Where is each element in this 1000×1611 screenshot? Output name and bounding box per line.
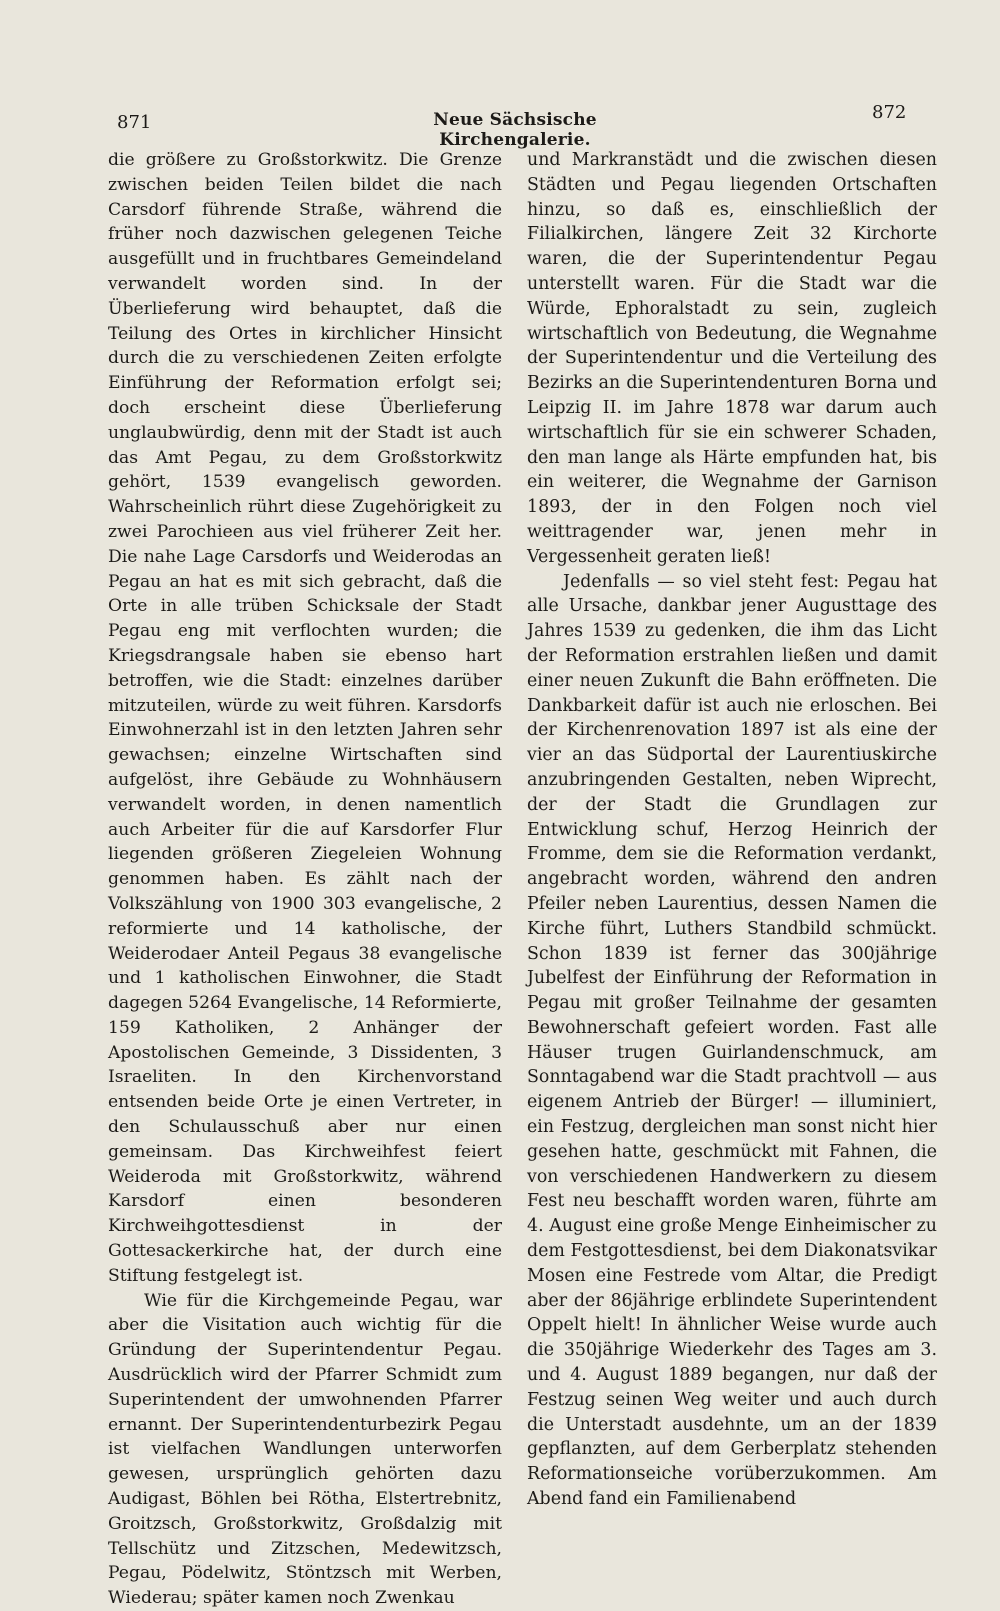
page-header [0,100,1000,150]
right-paragraph-2: Jedenfalls — so viel steht fest: Pegau hat alle Ursache, dankbar jener Augusttage des Jahres 1539 zu gedenken, die ihm das Licht der Reformation erstrahlen ließen und damit einer neuen Zukunft die Bahn eröffneten. Die Dankbarkeit dafür ist auch nie erloschen. Bei der Kirchenrenovation 1897 ist als eine der vier an das Südportal der Laurentiuskirche anzubringenden Gestalten, neben Wiprecht, der der Stadt die Grundlagen zur Entwicklung schuf, Herzog Heinrich der Fromme, dem sie die Reformation verdankt, angebracht worden, während den andren Pfeiler neben Laurentius, dessen Namen die Kirche führt, Luthers Standbild schmückt. Schon 1839 ist ferner das 300jährige Jubelfest der Einführung der Reformation in Pegau mit großer Teilnahme der gesamten Bewohnerschaft gefeiert worden. Fast alle Häuser trugen Guirlandenschmuck, am Sonntagabend war die Stadt prachtvoll — aus eigenem Antrieb der Bürger! — illuminiert, ein Festzug, dergleichen man sonst nicht hier gesehen hatte, geschmückt mit Fahnen, die von verschiedenen Handwerkern zu diesem Fest neu beschafft worden waren, führte am 4. August eine große Menge Einheimischer zu dem Festgottesdienst, bei dem Diakonatsvikar Mosen eine Festrede vom Altar, die Predigt aber der 86jährige erblindete Superintendent Oppelt hielt! In ähnlicher Weise wurde auch die 350jährige Wiederkehr des Tages am 3. und 4. August 1889 begangen, nur daß der Festzug seinen Weg weiter und auch durch die Unterstadt ausdehnte, um an der 1839 gepflanzten, auf dem Gerberplatz stehenden Reformationseiche vorüberzukommen. Am Abend fand ein Familienabend [527,571,937,1510]
left-paragraph-2: Wie für die Kirchgemeinde Pegau, war aber die Visitation auch wichtig für die Gründung der Superintendentur Pegau. Ausdrücklich wird der Pfarrer Schmidt zum Superintendent der umwohnenden Pfarrer ernannt. Der Superintendenturbezirk Pegau ist vielfachen Wandlungen unterworfen gewesen, ursprünglich gehörten dazu Audigast, Böhlen bei Rötha, Elstertrebnitz, Groitzsch, Großstorkwitz, Großdalzig mit Tellschütz und Zitzschen, Medewitzsch, Pegau, Pödelwitz, Stöntzsch mit Werben, Wiederau; später kamen noch Zwenkau [108,1290,502,1609]
page-number-right: 872 [872,102,907,123]
left-paragraph-1: die größere zu Großstorkwitz. Die Grenze zwischen beiden Teilen bildet die nach Carsdorf führende Straße, während die früher noch dazwischen gelegenen Teiche ausgefüllt und in fruchtbares Gemeindeland verwandelt worden sind. In der Überlieferung wird behauptet, daß die Teilung des Ortes in kirchlicher Hinsicht durch die zu verschiedenen Zeiten erfolgte Einführung der Reformation erfolgt sei; doch erscheint diese Überlieferung unglaubwürdig, denn mit der Stadt ist auch das Amt Pegau, zu dem Großstorkwitz gehört, 1539 evangelisch geworden. Wahrscheinlich rührt diese Zugehörigkeit zu zwei Parochieen aus viel früherer Zeit her. Die nahe Lage Carsdorfs und Weiderodas an Pegau an hat es mit sich gebracht, daß die Orte in alle trüben Schicksale der Stadt Pegau eng mit verflochten wurden; die Kriegsdrangsale haben sie ebenso hart betroffen, wie die Stadt: einzelnes darüber mitzuteilen, würde zu weit führen. Karsdorfs Einwohnerzahl ist in den letzten Jahren sehr gewachsen; einzelne Wirtschaften sind aufgelöst, ihre Gebäude zu Wohnhäusern verwandelt worden, in denen namentlich auch Arbeiter für die auf Karsdorfer Flur liegenden größeren Ziegeleien Wohnung genommen haben. Es zählt nach der Volkszählung von 1900 303 evangelische, 2 reformierte und 14 katholische, der Weiderodaer Anteil Pegaus 38 evangelische und 1 katholischen Einwohner, die Stadt dagegen 5264 Evangelische, 14 Reformierte, 159 Katholiken, 2 Anhänger der Apostolischen Gemeinde, 3 Dissidenten, 3 Israeliten. In den Kirchenvorstand entsenden beide Orte je einen Vertreter, in den Schulausschuß aber nur einen gemeinsam. Das Kirchweihfest feiert Weideroda mit Großstorkwitz, während Karsdorf einen besonderen Kirchweihgottesdienst in der Gottesackerkirche hat, der durch eine Stiftung festgelegt ist. [108,150,502,1286]
right-paragraph-1: und Markranstädt und die zwischen diesen Städten und Pegau liegenden Ortschaften hinzu, so daß es, einschließlich der Filialkirchen, längere Zeit 32 Kirchorte waren, die der Superintendentur Pegau unterstellt waren. Für die Stadt war die Würde, Ephoralstadt zu sein, zugleich wirtschaftlich von Bedeutung, die Wegnahme der Superintendentur und die Verteilung des Bezirks an die Superintendenturen Borna und Leipzig II. im Jahre 1878 war darum auch wirtschaftlich für sie ein schwerer Schaden, den man lange als Härte empfunden hat, bis ein weiterer, die Wegnahme der Garnison 1893, der in den Folgen noch viel weittragender war, jenen mehr in Vergessenheit geraten ließ! [527,150,937,567]
right-column [527,148,937,1512]
left-column [108,148,502,1611]
page-number-left: 871 [117,112,152,133]
running-title: Neue Sächsische Kirchengalerie. [433,110,597,150]
